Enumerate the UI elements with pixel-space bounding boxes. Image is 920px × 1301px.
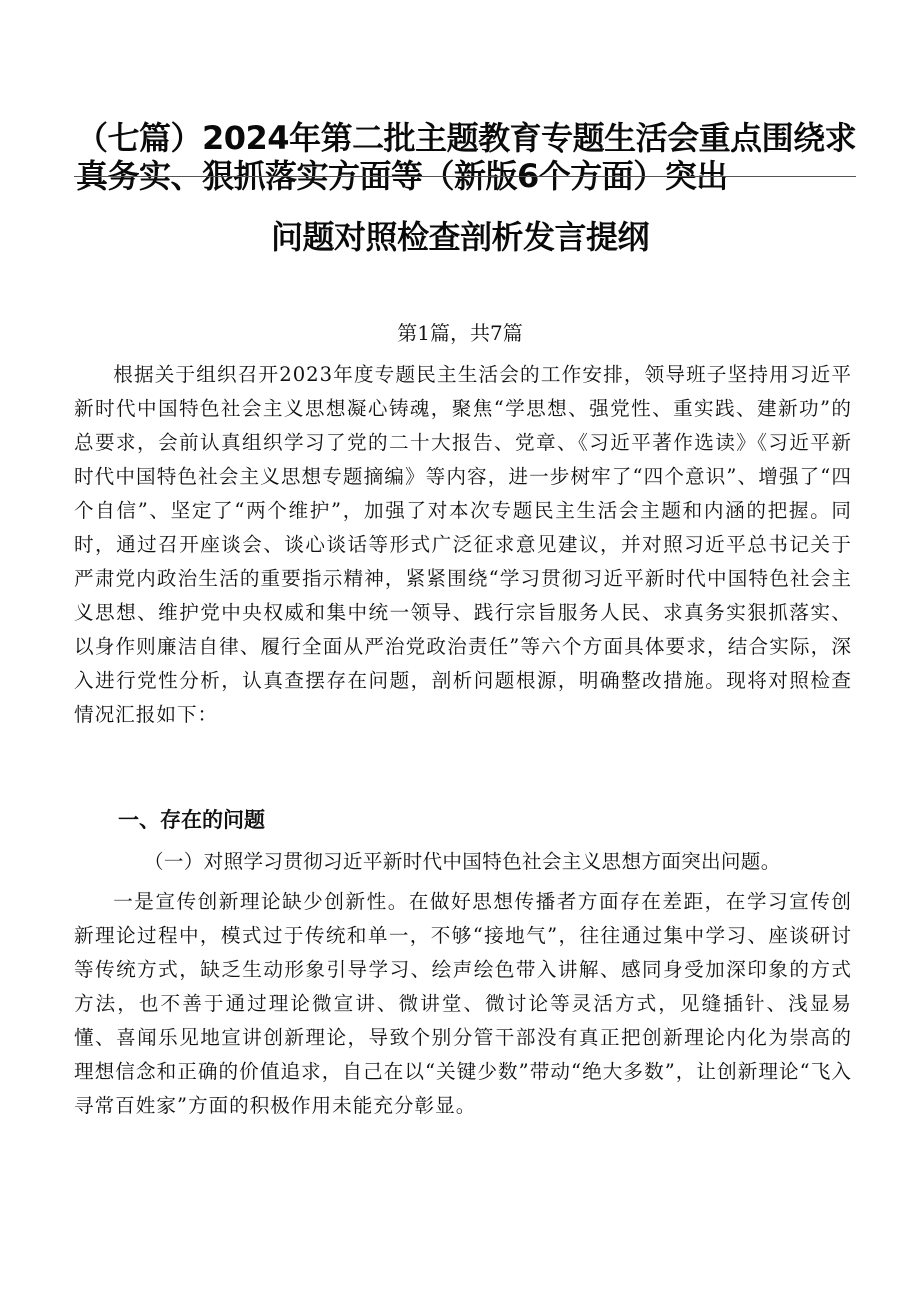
document-title-line-2: 真务实、狠抓落实方面等（新版6个方面）突出 [76, 157, 728, 195]
article-counter: 第1篇，共7篇 [397, 321, 523, 345]
document-title-line-1: （七篇）2024年第二批主题教育专题生活会重点围绕求 [76, 119, 857, 157]
title-underline-divider [74, 176, 856, 177]
item-paragraph: 一是宣传创新理论缺少创新性。在做好思想传播者方面存在差距，在学习宣传创新理论过程中，模式过于传统和单一，不够“接地气”，往往通过集中学习、座谈研讨等传统方式，缺乏生动形象引导学习、绘声绘色带入讲解、感同身受加深印象的方式方法，也不善于通过理论微宣讲、微讲堂、微讨论等灵活方式，见缝插针、浅显易懂、喜闻乐见地宣讲创新理论，导致个别分管干部没有真正把创新理论内化为崇高的理想信念和正确的价值追求，自己在以“关键少数”带动“绝大多数”，让创新理论“飞入寻常百姓家”方面的积极作用未能充分彰显。 [74, 890, 852, 1117]
section-heading: 一、存在的问题 [118, 808, 265, 832]
intro-paragraph: 根据关于组织召开2023年度专题民主生活会的工作安排，领导班子坚持用习近平新时代中国特色社会主义思想凝心铸魂，聚焦“学思想、强党性、重实践、建新功”的总要求，会前认真组织学习了党的二十大报告、党章、《习近平著作选读》《习近平新时代中国特色社会主义思想专题摘编》等内容，进一步树牢了“四个意识”、增强了“四个自信”、坚定了“两个维护”，加强了对本次专题民主生活会主题和内涵的把握。同时，通过召开座谈会、谈心谈话等形式广泛征求意见建议，并对照习近平总书记关于严肃党内政治生活的重要指示精神，紧紧围绕“学习贯彻习近平新时代中国特色社会主义思想、维护党中央权威和集中统一领导、践行宗旨服务人民、求真务实狠抓落实、以身作则廉洁自律、履行全面从严治党政治责任”等六个方面具体要求，结合实际，深入进行党性分析，认真查摆存在问题，剖析问题根源，明确整改措施。现将对照检查情况汇报如下： [74, 363, 852, 726]
document-title-line-3: 问题对照检查剖析发言提纲 [270, 218, 649, 256]
subsection-heading: （一）对照学习贯彻习近平新时代中国特色社会主义思想方面突出问题。 [144, 850, 781, 873]
